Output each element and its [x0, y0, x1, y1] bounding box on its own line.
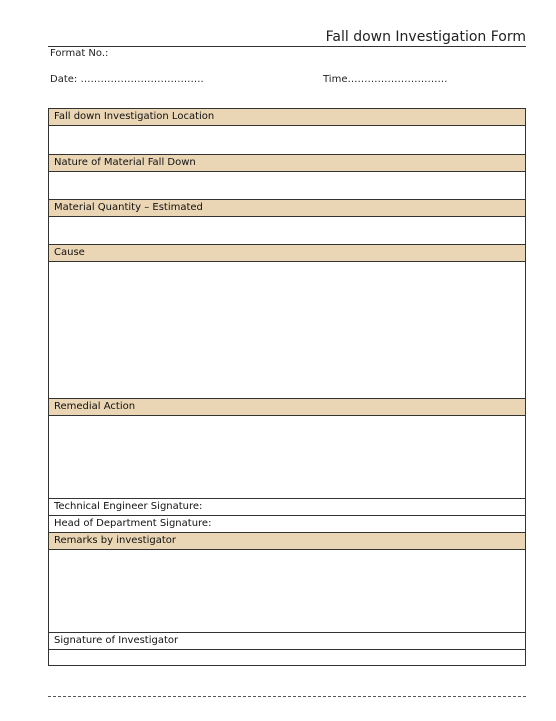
tech-engineer-signature[interactable]: Technical Engineer Signature: — [49, 499, 525, 516]
format-no-label: Format No.: — [50, 48, 109, 59]
hod-signature[interactable]: Head of Department Signature: — [49, 516, 525, 533]
investigator-signature[interactable]: Signature of Investigator — [49, 633, 525, 650]
section-header-remarks: Remarks by investigator — [49, 533, 525, 550]
remedial-field[interactable] — [49, 416, 525, 499]
quantity-field[interactable] — [49, 217, 525, 245]
investigation-form-table — [48, 108, 526, 666]
date-label: Date: ………………………………. — [50, 74, 204, 85]
cause-field[interactable] — [49, 262, 525, 399]
title-underline — [48, 46, 526, 47]
section-header-cause: Cause — [49, 245, 525, 262]
section-header-location: Fall down Investigation Location — [49, 109, 525, 126]
section-header-remedial: Remedial Action — [49, 399, 525, 416]
section-header-quantity: Material Quantity – Estimated — [49, 200, 525, 217]
location-field[interactable] — [49, 126, 525, 155]
section-header-nature: Nature of Material Fall Down — [49, 155, 525, 172]
remarks-field[interactable] — [49, 550, 525, 633]
time-label: Time………………………… — [323, 74, 448, 85]
nature-field[interactable] — [49, 172, 525, 200]
footer-dashed-rule — [48, 696, 526, 697]
investigator-signature-field[interactable] — [49, 650, 525, 666]
form-title: Fall down Investigation Form — [325, 29, 526, 45]
